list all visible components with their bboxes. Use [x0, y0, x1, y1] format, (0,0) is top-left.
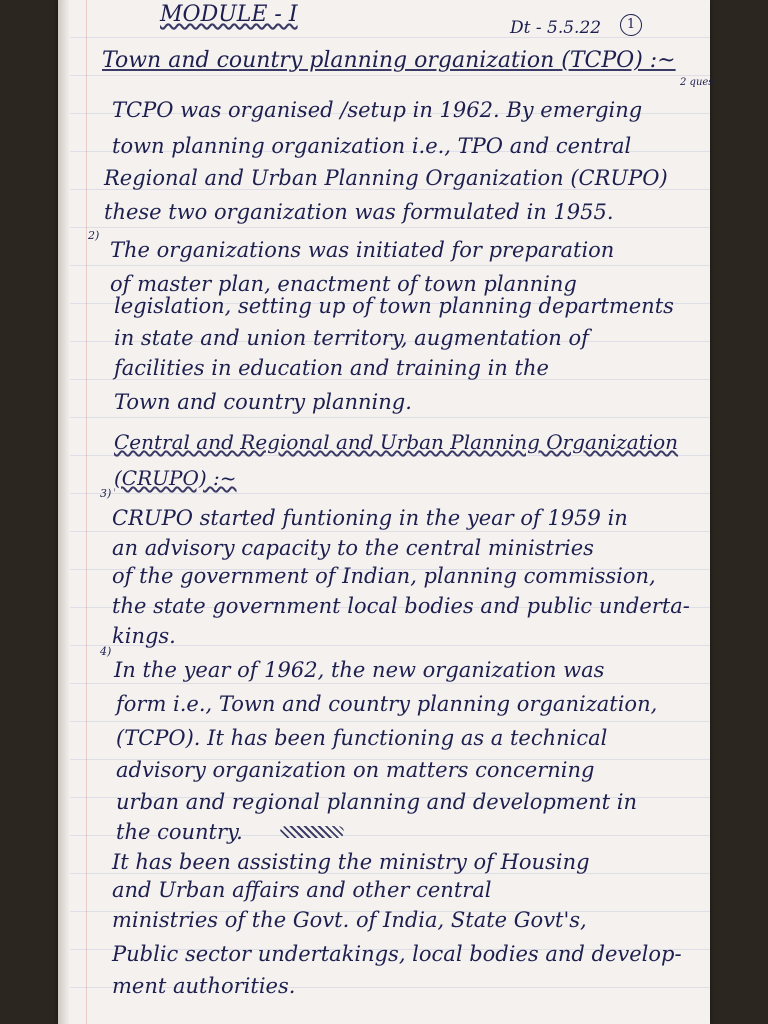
para4-line4: advisory organization on matters concerning: [116, 758, 595, 782]
para1-line3: Regional and Urban Planning Organization (CRUPO): [104, 166, 668, 190]
margin-line: [86, 0, 87, 1024]
para1-line1: TCPO was organised /setup in 1962. By emerging: [112, 98, 643, 122]
para5-line4: Public sector undertakings, local bodies and develop-: [112, 942, 682, 966]
para2-line1: The organizations was initiated for preparation: [110, 238, 615, 262]
para4-line1: In the year of 1962, the new organization was: [114, 658, 605, 682]
section-title-tcpo: Town and country planning organization (TCPO) :~: [102, 48, 676, 73]
section-title-crupo-line1: Central and Regional and Urban Planning Organization: [114, 430, 679, 454]
para3-line1: CRUPO started funtioning in the year of 1959 in: [112, 506, 628, 530]
section-title-crupo-line2: (CRUPO) :~: [114, 466, 237, 490]
para4-line6: the country.: [116, 820, 243, 844]
scribble-strikeout: [280, 826, 344, 838]
para2-line3: legislation, setting up of town planning departments: [114, 294, 674, 318]
para4-line5: urban and regional planning and development in: [116, 790, 638, 814]
para3-line3: of the government of Indian, planning commission,: [112, 564, 656, 588]
point-mark-4: 4): [100, 645, 112, 658]
para5-line3: ministries of the Govt. of India, State Govt's,: [112, 908, 587, 932]
para2-line5: facilities in education and training in the: [114, 356, 549, 380]
point-mark-3: 3): [100, 487, 112, 500]
point-mark-2: 2): [88, 229, 100, 242]
para2-line2: of master plan, enactment of town planning: [110, 272, 577, 296]
para3-line4: the state government local bodies and public underta-: [112, 594, 690, 618]
page-number: 1: [620, 14, 642, 36]
date-label: Dt - 5.5.22: [510, 18, 602, 38]
para1-line2: town planning organization i.e., TPO and central: [112, 134, 632, 158]
para2-line4: in state and union territory, augmentation of: [114, 326, 589, 350]
notebook-page: [58, 0, 714, 1024]
para4-line2: form i.e., Town and country planning organization,: [116, 692, 658, 716]
para5-line2: and Urban affairs and other central: [112, 878, 492, 902]
module-heading: MODULE - I: [160, 2, 298, 27]
para5-line1: It has been assisting the ministry of Housing: [112, 850, 590, 874]
para4-line3: (TCPO). It has been functioning as a technical: [116, 726, 608, 750]
para5-line5: ment authorities.: [112, 974, 296, 998]
side-note: 2 ques: [680, 77, 714, 88]
para1-line4: these two organization was formulated in 1955.: [104, 200, 614, 224]
para3-line5: kings.: [112, 624, 176, 648]
page-binding: [58, 0, 70, 1024]
para3-line2: an advisory capacity to the central ministries: [112, 536, 594, 560]
para2-line6: Town and country planning.: [114, 390, 412, 414]
